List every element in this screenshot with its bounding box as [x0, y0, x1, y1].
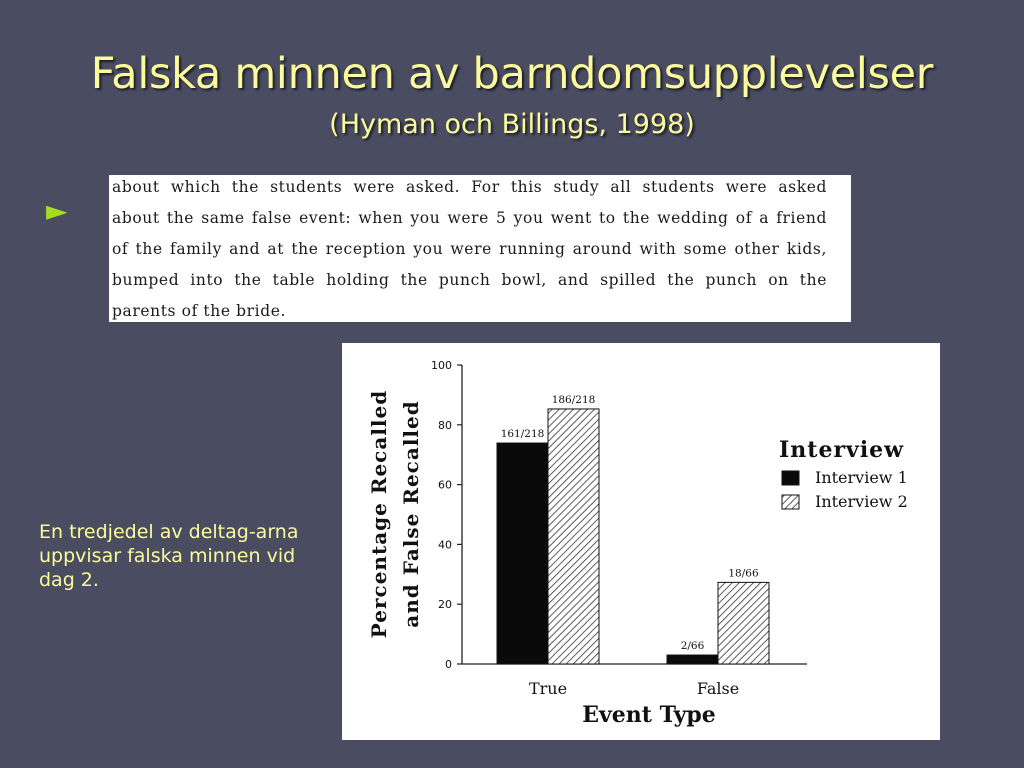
- bar-chart: [342, 343, 940, 740]
- data-label: 2/66: [680, 640, 705, 653]
- y-tick-label: 100: [431, 359, 452, 372]
- data-label: 18/66: [728, 567, 759, 580]
- y-tick-label: 40: [438, 538, 452, 552]
- legend-swatch: [782, 495, 799, 509]
- bar-interview-1: [497, 443, 548, 664]
- x-axis-title: Event Type: [582, 702, 716, 728]
- legend-title: Interview: [779, 437, 905, 463]
- legend-label: Interview 1: [815, 468, 908, 487]
- bar-interview-1: [667, 655, 718, 664]
- y-tick-label: 60: [438, 478, 452, 492]
- legend-label: Interview 2: [815, 492, 908, 511]
- x-tick-label: False: [696, 679, 740, 698]
- y-tick-label: 80: [438, 418, 452, 432]
- data-label: 186/218: [551, 393, 596, 406]
- bar-interview-2: [718, 582, 769, 664]
- chart-panel: [342, 343, 940, 740]
- data-label: 161/218: [500, 428, 545, 441]
- bar-interview-2: [548, 409, 599, 664]
- x-tick-label: True: [528, 679, 568, 698]
- excerpt-image: [109, 175, 851, 322]
- y-axis-title: and False Recalled: [399, 400, 423, 628]
- y-tick-label: 20: [438, 598, 452, 612]
- excerpt-line: bumped into the table holding the punch bowl, and spilled the punch on the: [112, 271, 827, 289]
- excerpt-line: of the family and at the reception you were running around with some other kids,: [112, 240, 827, 258]
- caption-text: En tredjedel av deltag-arna uppvisar falska minnen vid dag 2.: [39, 521, 299, 591]
- bullet-arrow-icon: ►: [46, 194, 68, 227]
- legend-swatch: [782, 471, 799, 485]
- y-tick-label: 0: [445, 658, 452, 671]
- slide-subtitle: (Hyman och Billings, 1998): [329, 109, 695, 140]
- y-axis-title: Percentage Recalled: [367, 389, 391, 639]
- excerpt-line: about which the students were asked. For this study all students were asked: [112, 178, 827, 196]
- excerpt-line: about the same false event: when you were 5 you went to the wedding of a friend: [112, 209, 827, 227]
- excerpt-line: parents of the bride.: [112, 302, 287, 320]
- slide-title: Falska minnen av barndomsupplevelser: [90, 49, 934, 99]
